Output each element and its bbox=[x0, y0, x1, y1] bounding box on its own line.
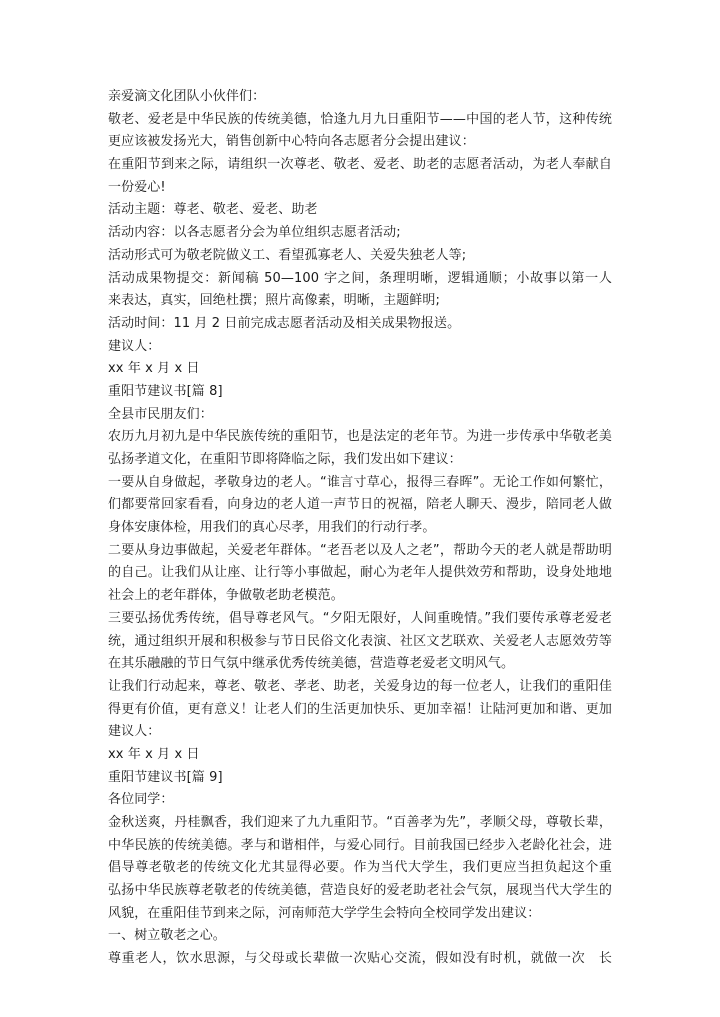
text-line: 更应该被发扬光大，销售创新中心特向各志愿者分会提出建议： bbox=[108, 134, 475, 150]
text-line: 让我们行动起来，尊老、敬老、孝老、助老，关爱身边的每一位老人，让我们的重阳佳 bbox=[108, 678, 612, 694]
text-line: 来表达，真实，回绝杜撰；照片高像素，明晰，主题鲜明; bbox=[108, 293, 440, 309]
text-line: 一份爱心! bbox=[108, 179, 166, 195]
text-line: 敬老、爱老是中华民族的传统美德，恰逢九月九日重阳节——中国的老人节，这种传统 bbox=[108, 111, 612, 127]
text-line: 身体安康体检，用我们的真心尽孝，用我们的行动行孝。 bbox=[108, 520, 436, 536]
text-line: 得更有价值，更有意义！让老人们的生活更加快乐、更加幸福！让陆河更加和谐、更加 bbox=[108, 701, 612, 717]
text-line: 活动成果物提交：新闻稿 50—100 字之间，条理明晰，逻辑通顺；小故事以第一人 bbox=[108, 270, 612, 286]
text-line: 一、树立敬老之心。 bbox=[108, 928, 226, 944]
text-line: 的自己。让我们从让座、让行等小事做起，耐心为老年人提供效劳和帮助，设身处地地 bbox=[108, 565, 612, 581]
text-line: 在其乐融融的节日气氛中继承优秀传统美德，营造尊老爱老文明风气。 bbox=[108, 656, 515, 672]
text-line: 建议人： bbox=[108, 338, 161, 354]
text-line: 农历九月初九是中华民族传统的重阳节，也是法定的老年节。为进一步传承中华敬老美 bbox=[108, 429, 612, 445]
text-line: 统，通过组织开展和积极参与节日民俗文化表演、社区文艺联欢、关爱老人志愿效劳等 bbox=[108, 633, 612, 649]
text-line: 倡导尊老敬老的传统文化尤其显得必要。作为当代大学生，我们更应当担负起这个重 bbox=[108, 860, 612, 876]
text-line: xx 年 x 月 x 日 bbox=[108, 746, 200, 762]
text-line: 弘扬孝道文化，在重阳节即将降临之际，我们发出如下建议： bbox=[108, 452, 462, 467]
document-page bbox=[108, 86, 612, 971]
text-line: 建议人： bbox=[108, 724, 161, 740]
text-line: 亲爱滴文化团队小伙伴们： bbox=[108, 89, 266, 104]
text-line: 活动内容：以各志愿者分会为单位组织志愿者活动; bbox=[108, 225, 401, 241]
text-line: 活动时间：11 月 2 日前完成志愿者活动及相关成果物报送。 bbox=[108, 315, 461, 331]
text-line: 二要从身边事做起，关爱老年群体。“老吾老以及人之老”，帮助今天的老人就是帮助明 bbox=[108, 542, 612, 558]
text-line: 全县市民朋友们： bbox=[108, 406, 213, 422]
text-line: 在重阳节到来之际，请组织一次尊老、敬老、爱老、助老的志愿者活动，为老人奉献自 bbox=[108, 157, 612, 173]
text-line: 金秋送爽，丹桂飘香，我们迎来了九九重阳节。“百善孝为先”，孝顺父母，尊敬长辈， bbox=[108, 815, 612, 830]
text-line: 风貌，在重阳佳节到来之际，河南师范大学学生会特向全校同学发出建议： bbox=[108, 905, 541, 921]
text-line: 三要弘扬优秀传统，倡导尊老风气。“夕阳无限好，人间重晚情。”我们要传承尊老爱老 bbox=[108, 610, 612, 626]
text-line: 重阳节建议书[篇 9] bbox=[108, 769, 223, 785]
text-line: 各位同学： bbox=[108, 792, 174, 808]
text-line: 中华民族的传统美德。孝与和谐相伴，与爱心同行。目前我国已经步入老龄化社会，进 bbox=[108, 837, 612, 853]
text-line: 们都要常回家看看，向身边的老人道一声节日的祝福，陪老人聊天、漫步，陪同老人做 bbox=[108, 497, 612, 513]
text-line: 弘扬中华民族尊老敬老的传统美德，营造良好的爱老助老社会气氛，展现当代大学生的 bbox=[108, 883, 612, 899]
text-line: 活动形式可为敬老院做义工、看望孤寡老人、关爱失独老人等; bbox=[108, 247, 467, 263]
text-line: 社会上的老年群体，争做敬老助老模范。 bbox=[108, 588, 344, 604]
text-line: xx 年 x 月 x 日 bbox=[108, 361, 200, 377]
text-line: 活动主题：尊老、敬老、爱老、助老 bbox=[108, 202, 318, 218]
text-line: 一要从自身做起，孝敬身边的老人。“谁言寸草心，报得三春晖”。无论工作如何繁忙， bbox=[108, 474, 612, 490]
text-line: 尊重老人，饮水思源，与父母或长辈做一次贴心交流，假如没有时机，就做一次 长 bbox=[108, 951, 612, 967]
text-line: 重阳节建议书[篇 8] bbox=[108, 383, 223, 399]
